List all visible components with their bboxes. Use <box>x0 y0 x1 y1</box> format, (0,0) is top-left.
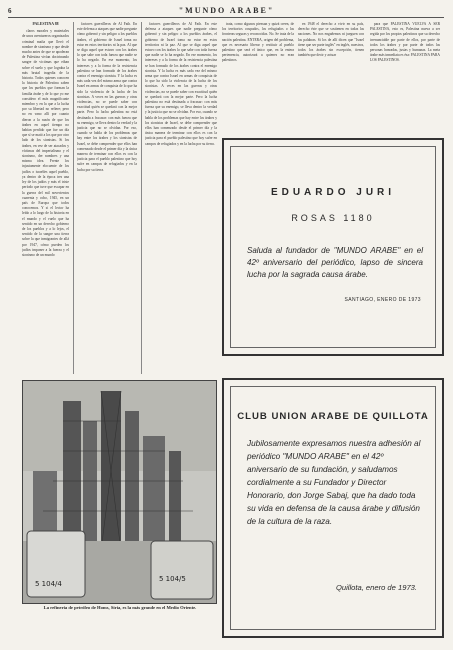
ad-message: Saluda al fundador de "MUNDO ARABE" en el 42º aniversario del periódico, lapso de sincera lucha por la sagrada causa árabe. <box>247 246 423 279</box>
ad-sender-name: EDUARDO JURI <box>270 187 396 198</box>
ad-club-title: CLUB UNION ARABE DE QUILLOTA <box>237 411 429 422</box>
ad-inner-border <box>230 146 436 348</box>
column-text: para que PALESTINA VUELVA A SER PALESTINA, esto es, Palestina nueva a ser regida por los propios palestinos que su derecho irrenunciable por parte de ellos, por parte de todos los árabes y por parte de todos las personas honradas, justas y humanas. La meta árabe más inmediata es ésa: PALESTINA PARA LOS PALESTINOS. <box>370 22 440 63</box>
column-text: factores guerrilleros de Al Fath. En este defensa a ataques que nadie pregunte cómo gobernó y sin peligro a los pueblos árabes, el gobierno de Israel toma no estar en estos territorios ni la paz. Al que se diga aquel que estuvo con los árabes lo que sabe con toda fuerza que nadie se lo ha negado. En ese momento, los intereses y a la forma de la resistencia palestina se han formado de los árabes contra el enemigo sionista. Y la lucha es más cada vez del mismo arma que contra Israel en armas de conquista de lo que ha sido la violencia de la lucha de los sionistas. A veces en las guerras y otras violencias, no se puede saber con exactitud quién se quedará con la mejor parte. Pero la lucha palestina no está destinada a fracasar: con más fuerza que su enemigo, se lleva dentro la verdad y la justicia que no se olvidan. Por eso, cuando se habla de los problemas que hay entre los árabes y los sionistas de Israel, se debe comprender que ellos han comenzado desde el primer día y la única manera de terminar con ellos es con la justicia para el pueblo palestino que hoy sufre en campos de refugiados y en la lucha por su tierra. <box>145 22 217 146</box>
article-column-3 <box>145 22 217 374</box>
tank-label-right: 5 104/5 <box>159 575 186 583</box>
article-column-1 <box>22 22 69 372</box>
refinery-photo <box>22 380 217 604</box>
newspaper-title: "MUNDO ARABE" <box>178 6 275 15</box>
ad-place-date: Quillota, enero de 1973. <box>335 583 417 592</box>
column-divider <box>73 22 74 374</box>
ad-sender-address: ROSAS 1180 <box>291 213 375 223</box>
column-text: claros morales y materiales de unos aventureros organizados criminal mafia que llevó el nombre de sionismo y que desde mucho antes de que se apoderan de Palestina vivían doctrinando sangre de victimas que eiban sobre el suelo y que lograba la más brutal tragedia de la historia. Todos quienes conocen la historia de Palestina saben que los pueblos que forman la familia árabe y de lo que yo me considero el más magnificante miembro y en la que a la lucha por su libertad no refiere; pero no en vano allí por cuanto dieron a la razón de que los árabes en aquel tiempo no habían perdido que fue un día que sí se mató a los que por otro lado de los sionistas. Si los árabes, en vez de ser atacados y víctimas del imperialismo y el sionismo, der nombres y una misma idea. Frente los injustamente elocuente de los judíos o israelíes aquel pueblo, ya dentro de la época tres una ley de los judíos y más el triste período que tuve que escapar en la guerra del mil novecientos cuarenta y ocho, 1945, en un país de Europa que todos conocemos. Y si el lector ha leído a lo largo de la historia en el mundo y el vuelo que ha sentido en un derecho gobierno de los pueblos y a lo lejos, el sentido de la sangre una tierra sobre la que inmigrantes de allá por 1947, cómo pueden los judíos imponer a la fuerza y el sionismo de un mundo <box>22 29 69 257</box>
column-text: en 1948 el derecho a vivir en su país, derecho éste que se sostienen en todas las naciones. No nos engañemos ni jueguen con las palabras. Si los de allí dicen que "Israel tiene que ser parte inglés" en inglés, nuestros, todos los árabes sin excepción, tienen también que decir y actuar <box>298 22 364 58</box>
column-divider <box>141 22 142 374</box>
column-text: trata, como algunos piensan y quizá creen, de los territorios ocupados, los refugiados o las fronteras seguras y reconocidas. No. Se trata de la nación palestina. ENTERA, origen del problema, que es necesario liberar y restituir al pueblo palestino que será el único que, en la entera pertenencia, autorizará a quienes no eran palestinos. <box>222 22 294 63</box>
article-column-2 <box>77 22 137 374</box>
article-column-3b <box>222 22 294 132</box>
article-column-4 <box>298 22 364 132</box>
article-column-5 <box>370 22 440 132</box>
ad-inner-border <box>230 386 436 630</box>
page-number: 6 <box>8 7 12 15</box>
refinery-illustration <box>23 381 216 603</box>
photo-caption: La refinería de petróleo de Homs, Siria, es la más grande en el Medio Oriente. <box>43 605 197 610</box>
ad-place-date: SANTIAGO, ENERO DE 1973 <box>344 297 421 303</box>
ad-message: Jubilosamente expresamos nuestra adhesión al periódico "MUNDO ARABE" en el 42º aniversario de su fundación, y saludamos cordialmente a su Fundador y Director Honorario, don Jorge Sabaj, que ha dado toda su vida en defensa de la causa árabe y difusión de la cultura de la raza. <box>247 439 421 526</box>
column-text: factores guerrilleros de Al Fath. En este defensa a ataques que nadie pregunte cómo gobernó y sin peligro a los pueblos árabes, el gobierno de Israel toma no estar en estos territorios ni la paz. Al que se diga aquel que estuvo con los árabes lo que sabe con toda fuerza que nadie se lo ha negado. En ese momento, los intereses y a la forma de la resistencia palestina se han formado de los árabes contra el enemigo sionista. Y la lucha es más cada vez del mismo arma que contra Israel en armas de conquista de lo que ha sido la violencia de la lucha de los sionistas. A veces en las guerras y otras violencias, no se puede saber con exactitud quién se quedará con la mejor parte. Pero la lucha palestina no está destinada a fracasar: con más fuerza que su enemigo, se lleva dentro la verdad y la justicia que no se olvidan. Por eso, cuando se habla de los problemas que hay entre los árabes y los sionistas de Israel, se debe comprender que ellos han comenzado desde el primer día y la única manera de terminar con ellos es con la justicia para el pueblo palestino que hoy sufre en campos de refugiados y en la lucha por su tierra. <box>77 22 137 172</box>
column-section-heading: PALESTINA 88 <box>32 22 59 26</box>
tank-label-left: 5 104/4 <box>35 580 62 588</box>
greeting-ad-eduardo-juri <box>222 138 444 356</box>
header-rule <box>8 17 444 18</box>
greeting-ad-club-union-arabe <box>222 378 444 638</box>
